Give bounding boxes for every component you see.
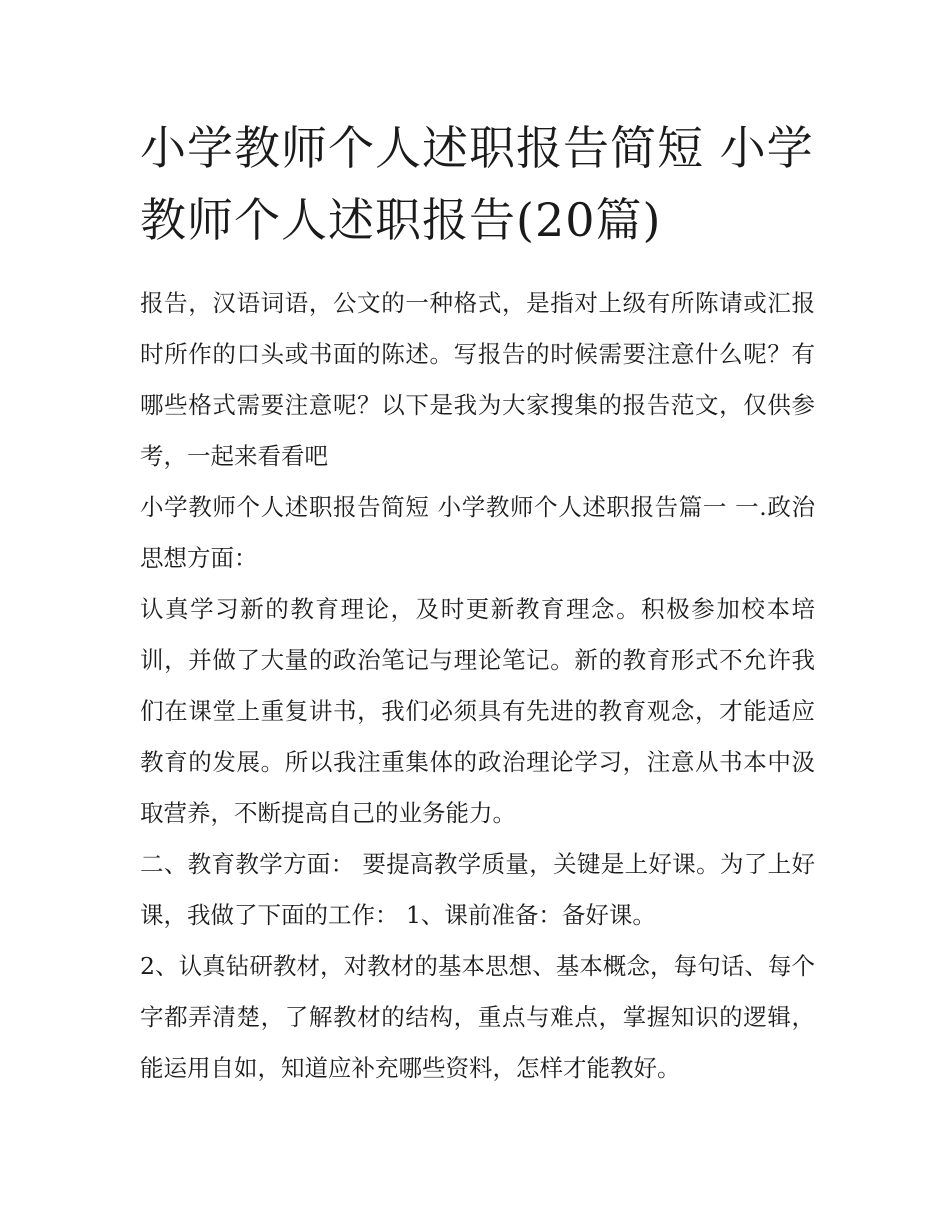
textbook-study-paragraph: 2、认真钻研教材，对教材的基本思想、基本概念，每句话、每个字都弄清楚，了解教材的结构，重点与难点，掌握知识的逻辑，能运用自如，知道应补充哪些资料，怎样才能教好。 xyxy=(140,952,815,1082)
document-title: 小学教师个人述职报告简短 小学教师个人述职报告(20篇) xyxy=(140,121,814,247)
section-heading-paragraph: 小学教师个人述职报告简短 小学教师个人述职报告篇一 一.政治思想方面： xyxy=(140,493,815,572)
teaching-section-paragraph: 二、教育教学方面： 要提高教学质量，关键是上好课。为了上好课，我做了下面的工作： 1、课前准备：备好课。 xyxy=(140,850,815,929)
political-thought-paragraph: 认真学习新的教育理论，及时更新教育理念。积极参加校本培训，并做了大量的政治笔记与理论笔记。新的教育形式不允许我们在课堂上重复讲书，我们必须具有先进的教育观念，才能适应教育的发展。所以我注重集体的政治理论学习，注意从书本中汲取营养，不断提高自己的业务能力。 xyxy=(140,595,815,827)
document-page xyxy=(140,112,815,1094)
intro-paragraph: 报告，汉语词语，公文的一种格式，是指对上级有所陈请或汇报时所作的口头或书面的陈述。写报告的时候需要注意什么呢？有哪些格式需要注意呢？以下是我为大家搜集的报告范文，仅供参考，一起来看看吧 xyxy=(140,289,815,470)
